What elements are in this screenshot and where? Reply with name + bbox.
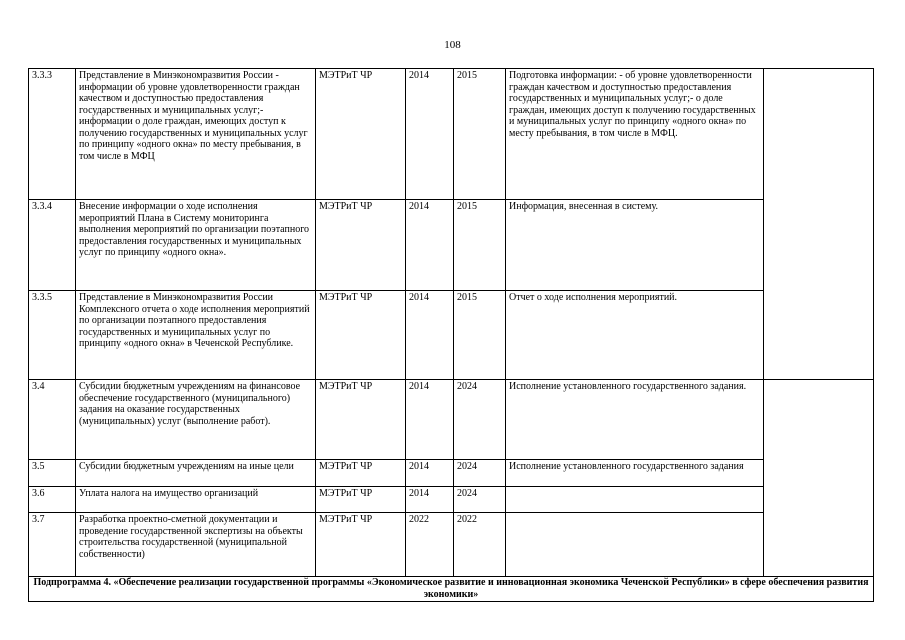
- start-year: 2014: [406, 460, 454, 487]
- executor: МЭТРиТ ЧР: [316, 487, 406, 513]
- table-row: [29, 291, 874, 380]
- measures-table: [28, 68, 874, 602]
- measure-name: Внесение информации о ходе исполнения мероприятий Плана в Систему мониторинга выполнения мероприятий по организации поэтапного предоставления государственных и муниципальных услуг по принципу «одного окна».: [76, 200, 316, 291]
- start-year: 2014: [406, 200, 454, 291]
- row-number: 3.3.5: [29, 291, 76, 380]
- blank-cell: [764, 513, 874, 577]
- blank-cell: [764, 69, 874, 200]
- measure-name: Субсидии бюджетным учреждениям на финансовое обеспечение государственного (муниципального) задания на оказание государственных (муниципальных) услуг (выполнение работ).: [76, 380, 316, 460]
- end-year: 2024: [454, 487, 506, 513]
- executor: МЭТРиТ ЧР: [316, 460, 406, 487]
- blank-cell: [764, 460, 874, 487]
- subprogram-heading-row: [29, 577, 874, 602]
- blank-cell: [764, 487, 874, 513]
- expected-result: Исполнение установленного государственного задания.: [506, 380, 764, 460]
- table-row: [29, 69, 874, 200]
- expected-result: [506, 513, 764, 577]
- executor: МЭТРиТ ЧР: [316, 69, 406, 200]
- table-row: [29, 380, 874, 460]
- blank-cell: [764, 380, 874, 460]
- table-row: [29, 487, 874, 513]
- row-number: 3.3.4: [29, 200, 76, 291]
- measure-name: Уплата налога на имущество организаций: [76, 487, 316, 513]
- row-number: 3.4: [29, 380, 76, 460]
- measure-name: Представление в Минэкономразвития России - информации об уровне удовлетворенности граждан качеством и доступностью предоставления государственных и муниципальных услуг;- информации о доле граждан, имеющих доступ к получению государственных и муниципальных услуг по принципу «одного окна» по месту пребывания, в том числе в МФЦ: [76, 69, 316, 200]
- executor: МЭТРиТ ЧР: [316, 291, 406, 380]
- table-row: [29, 460, 874, 487]
- expected-result: [506, 487, 764, 513]
- end-year: 2024: [454, 460, 506, 487]
- subprogram-heading: Подпрограмма 4. «Обеспечение реализации государственной программы «Экономическое развитие и инновационная экономика Чеченской Республики» в сфере обеспечения развития экономики»: [29, 577, 874, 602]
- row-number: 3.5: [29, 460, 76, 487]
- start-year: 2022: [406, 513, 454, 577]
- executor: МЭТРиТ ЧР: [316, 380, 406, 460]
- blank-cell: [764, 291, 874, 380]
- expected-result: Подготовка информации: - об уровне удовлетворенности граждан качеством и доступностью предоставления государственных и муниципальных услуг;- о доле граждан, имеющих доступ к получению государственных и муниципальных услуг по принципу «одного окна» по месту пребывания, в том числе в МФЦ.: [506, 69, 764, 200]
- table-row: [29, 513, 874, 577]
- expected-result: Информация, внесенная в систему.: [506, 200, 764, 291]
- blank-cell: [764, 200, 874, 291]
- expected-result: Отчет о ходе исполнения мероприятий.: [506, 291, 764, 380]
- end-year: 2015: [454, 291, 506, 380]
- measure-name: Представление в Минэкономразвития России Комплексного отчета о ходе исполнения мероприятий по организации поэтапного предоставления государственных и муниципальных услуг по принципу «одного окна» в Чеченской Республике.: [76, 291, 316, 380]
- start-year: 2014: [406, 69, 454, 200]
- table-row: [29, 200, 874, 291]
- start-year: 2014: [406, 487, 454, 513]
- row-number: 3.3.3: [29, 69, 76, 200]
- row-number: 3.6: [29, 487, 76, 513]
- measure-name: Субсидии бюджетным учреждениям на иные цели: [76, 460, 316, 487]
- end-year: 2022: [454, 513, 506, 577]
- measure-name: Разработка проектно-сметной документации и проведение государственной экспертизы на объекты строительства государственной (муниципальной собственности): [76, 513, 316, 577]
- start-year: 2014: [406, 380, 454, 460]
- page-number: 108: [444, 39, 461, 51]
- end-year: 2015: [454, 69, 506, 200]
- end-year: 2024: [454, 380, 506, 460]
- executor: МЭТРиТ ЧР: [316, 200, 406, 291]
- end-year: 2015: [454, 200, 506, 291]
- start-year: 2014: [406, 291, 454, 380]
- executor: МЭТРиТ ЧР: [316, 513, 406, 577]
- row-number: 3.7: [29, 513, 76, 577]
- expected-result: Исполнение установленного государственного задания: [506, 460, 764, 487]
